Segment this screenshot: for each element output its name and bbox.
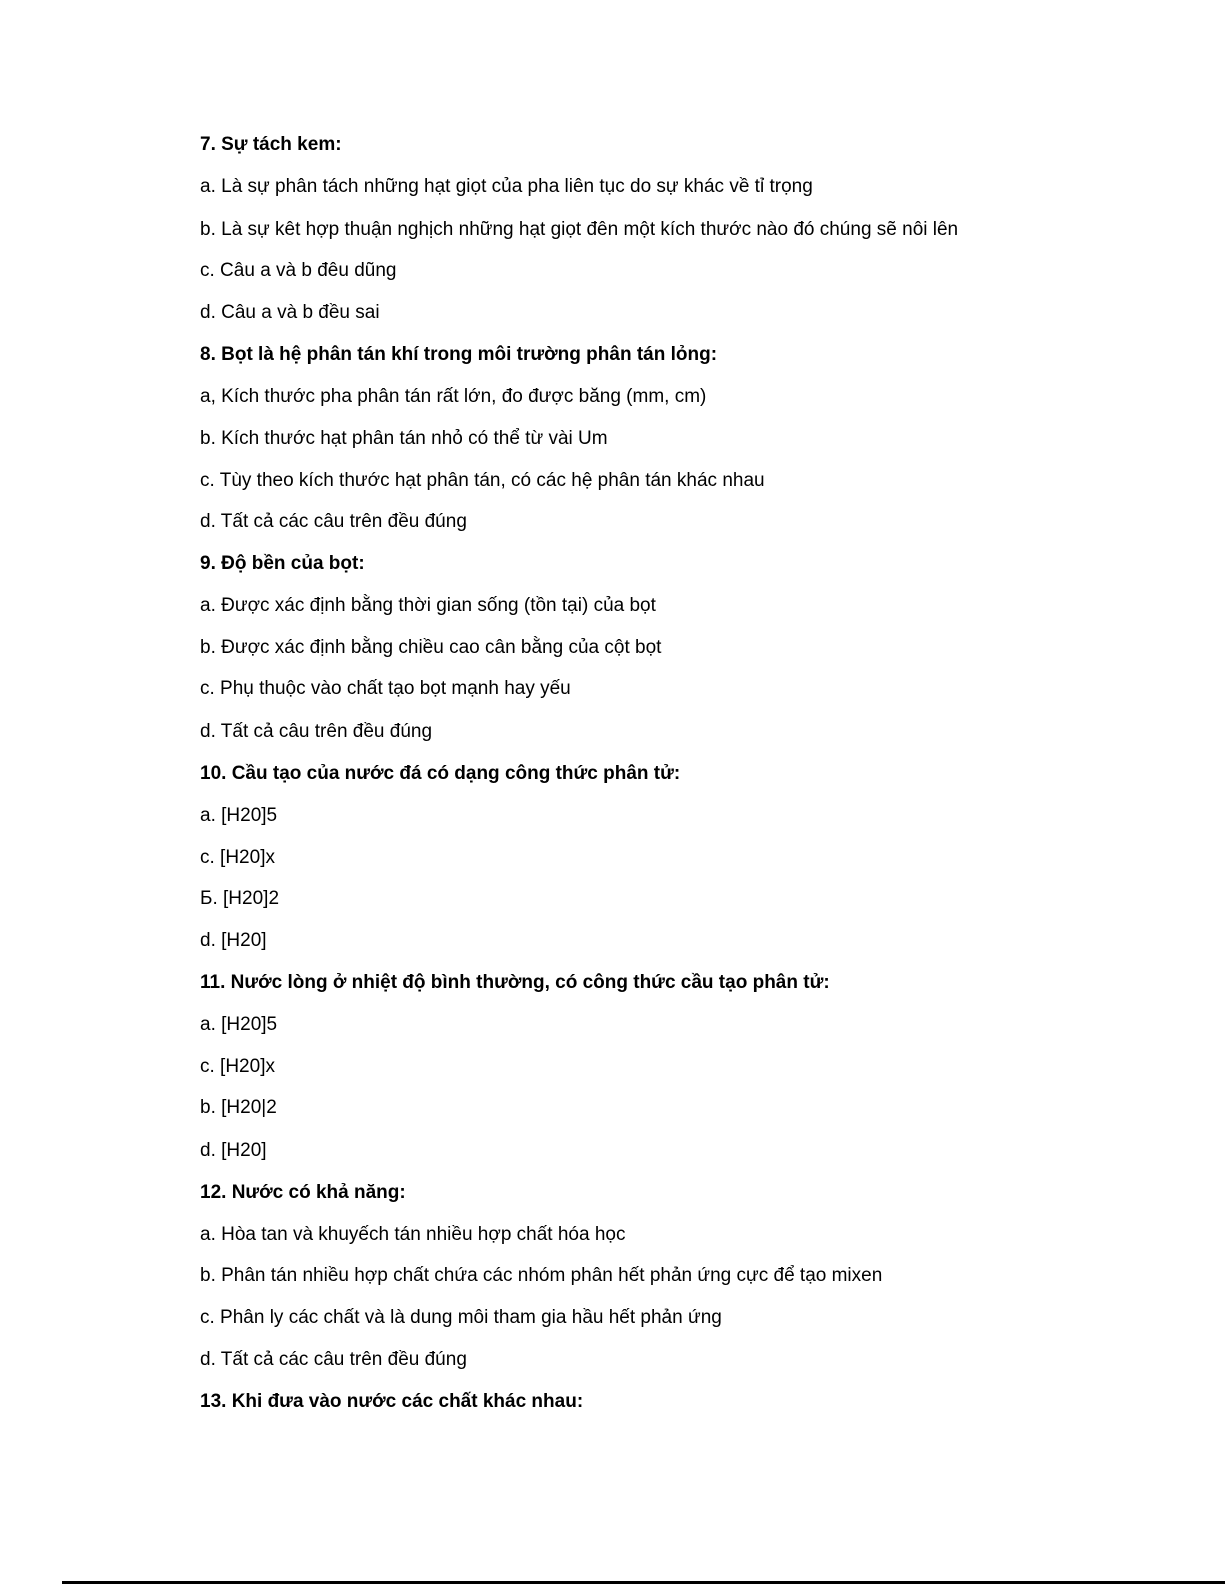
question-7-option-c: c. Câu a và b đêu dũng <box>200 260 397 281</box>
question-11-option-1: a. [H20]5 <box>200 1014 278 1035</box>
question-7-title: 7. Sự tách kem: <box>200 134 342 155</box>
question-11-title: 11. Nước lòng ở nhiệt độ bình thường, có công thức cầu tạo phân tử: <box>200 972 830 993</box>
question-7-option-a: a. Là sự phân tách những hạt giọt của pha liên tục do sự khác về tỉ trọng <box>200 176 813 197</box>
question-9-option-d: d. Tất cả câu trên đều đúng <box>200 721 433 742</box>
question-9-option-b: b. Được xác định bằng chiều cao cân bằng của cột bọt <box>200 637 662 658</box>
question-10-option-2: c. [H20]x <box>200 847 275 868</box>
question-11-option-4: d. [H20] <box>200 1140 267 1161</box>
question-11-option-3: b. [H20|2 <box>200 1097 277 1118</box>
question-12-option-a: a. Hòa tan và khuyếch tán nhiều hợp chất hóa học <box>200 1224 626 1245</box>
question-7-option-b: b. Là sự kêt hợp thuận nghịch những hạt giọt đên một kích thước nào đó chúng sẽ nôi lên <box>200 219 959 240</box>
question-12-option-b: b. Phân tán nhiều hợp chất chứa các nhóm phân hết phản ứng cực để tạo mixen <box>200 1265 883 1286</box>
question-10-title: 10. Cầu tạo của nước đá có dạng công thức phân tử: <box>200 763 681 784</box>
question-9-title: 9. Độ bền của bọt: <box>200 553 365 574</box>
question-9-option-a: a. Được xác định bằng thời gian sống (tồn tại) của bọt <box>200 595 656 616</box>
question-10-option-3: Б. [H20]2 <box>200 888 280 909</box>
question-8-option-c: c. Tùy theo kích thước hạt phân tán, có các hệ phân tán khác nhau <box>200 470 765 491</box>
question-10-option-1: a. [H20]5 <box>200 805 278 826</box>
question-11-option-2: c. [H20]x <box>200 1056 275 1077</box>
question-13-title: 13. Khi đưa vào nước các chất khác nhau: <box>200 1391 584 1412</box>
question-10-option-4: d. [H20] <box>200 930 267 951</box>
question-9-option-c: c. Phụ thuộc vào chất tạo bọt mạnh hay yếu <box>200 678 571 699</box>
page-bottom-divider <box>62 1581 1225 1584</box>
question-8-option-b: b. Kích thước hạt phân tán nhỏ có thể từ vài Um <box>200 428 608 449</box>
question-8-option-d: d. Tất cả các câu trên đều đúng <box>200 511 467 532</box>
question-12-title: 12. Nước có khả năng: <box>200 1182 406 1203</box>
question-7-option-d: d. Câu a và b đều sai <box>200 302 380 323</box>
question-12-option-c: c. Phân ly các chất và là dung môi tham gia hầu hết phản ứng <box>200 1307 722 1328</box>
question-8-option-a: a, Kích thước pha phân tán rất lớn, đo được băng (mm, cm) <box>200 386 707 407</box>
question-12-option-d: d. Tất cả các câu trên đều đúng <box>200 1349 467 1370</box>
question-8-title: 8. Bọt là hệ phân tán khí trong môi trường phân tán lỏng: <box>200 344 718 365</box>
